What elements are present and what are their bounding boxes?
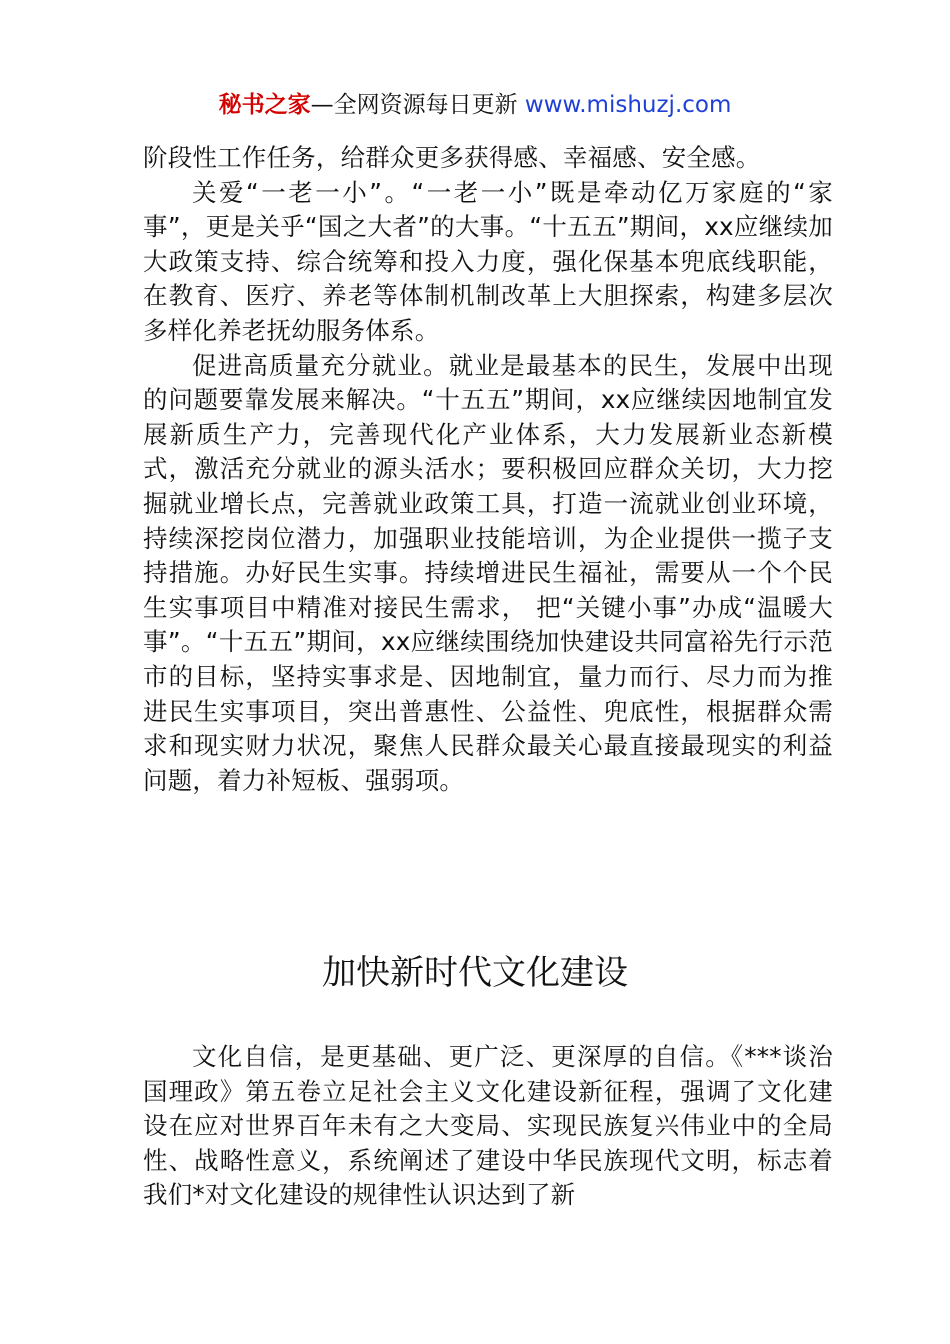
document-body-section-1 <box>143 141 833 798</box>
site-brand: 秘书之家 <box>218 92 311 118</box>
paragraph-care-young-old: 关爱“一老一小”。“一老一小”既是牵动亿万家庭的“家事”，更是关乎“国之大者”的大事。“十五五”期间，xx应继续加大政策支持、综合统筹和投入力度，强化保基本兜底线职能，在教育、医疗、养老等体制机制改革上大胆探索，构建多层次多样化养老抚幼服务体系。 <box>143 177 833 345</box>
paragraph-continuation: 阶段性工作任务，给群众更多获得感、幸福感、安全感。 <box>143 143 761 172</box>
site-url-link[interactable]: www.mishuzj.com <box>524 92 732 118</box>
section-heading: 加快新时代文化建设 <box>322 953 628 993</box>
site-header <box>0 88 950 122</box>
site-slogan: —全网资源每日更新 <box>310 92 525 118</box>
paragraph-employment: 促进高质量充分就业。就业是最基本的民生，发展中出现的问题要靠发展来解决。“十五五”期间，xx应继续因地制宜发展新质生产力，完善现代化产业体系，大力发展新业态新模式，激活充分就业的源头活水；要积极回应群众关切，大力挖掘就业增长点，完善就业政策工具，打造一流就业创业环境， 持续深挖岗位潜力，加强职业技能培训，为企业提供一揽子支持措施。办好民生实事。持续增进民生福祉，需要从一个个民生实事项目中精准对接民生需求， 把“关键小事”办成“温暖大事”。“十五五”期间，xx应继续围绕加快建设共同富裕先行示范市的目标，坚持实事求是、因地制宜，量力而行、尽力而为推进民生实事项目，突出普惠性、公益性、兜底性，根据群众需求和现实财力状况，聚焦人民群众最关心最直接最现实的利益问题，着力补短板、强弱项。 <box>143 350 833 795</box>
paragraph-cultural-confidence: 文化自信，是更基础、更广泛、更深厚的自信。《***谈治国理政》第五卷立足社会主义文化建设新征程，强调了文化建设在应对世界百年未有之大变局、实现民族复兴伟业中的全局性、战略性意义，系统阐述了建设中华民族现代文明，标志着我们*对文化建设的规律性认识达到了新 <box>143 1042 833 1210</box>
document-body-section-2 <box>143 1040 833 1213</box>
